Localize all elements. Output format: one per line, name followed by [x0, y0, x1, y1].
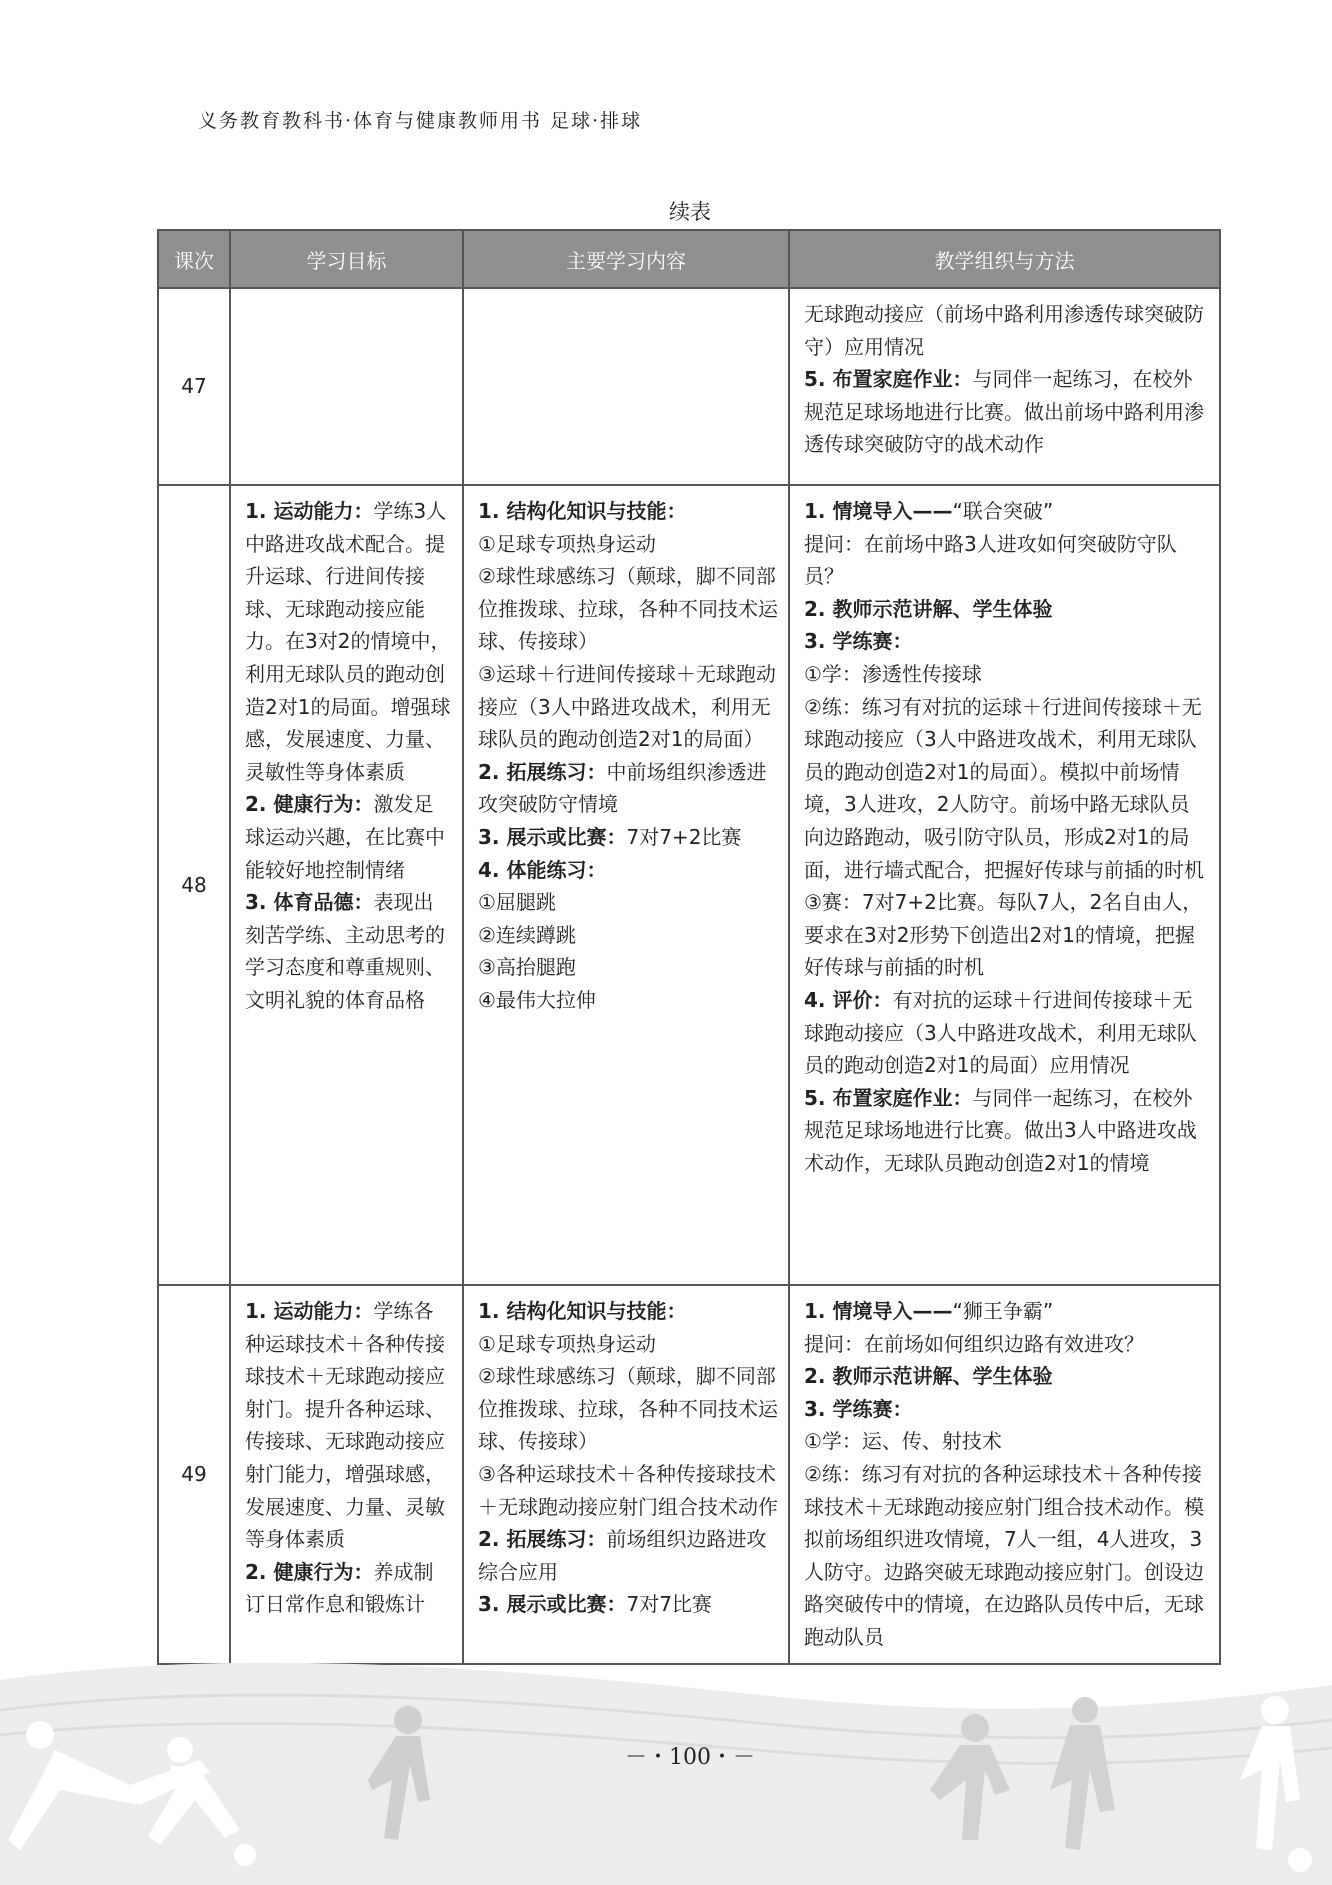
- lesson-number: 47: [158, 288, 230, 485]
- paragraph-heading: 2. 拓展练习：: [478, 1527, 607, 1552]
- paragraph-text: ③运球＋行进间传接球＋无球跑动接应（3人中路进攻战术，利用无球队员的跑动创造2对1的局面）: [478, 661, 776, 752]
- paragraph-heading: 3. 展示或比赛：: [478, 824, 627, 849]
- header-lesson: 课次: [158, 230, 230, 288]
- cell-paragraph: [245, 495, 452, 788]
- cell-paragraph: [478, 1328, 778, 1361]
- paragraph-text: ①足球专项热身运动: [478, 1331, 656, 1356]
- cell-paragraph: [245, 788, 452, 886]
- cell-paragraph: [804, 363, 1209, 461]
- paragraph-text: 学练各种运球技术＋各种传接球技术＋无球跑动接应射门。提升各种运球、传接球、无球跑动接应射门能力，增强球感，发展速度、力量、灵敏等身体素质: [245, 1299, 445, 1552]
- paragraph-text: ③高抬腿跑: [478, 955, 576, 980]
- paragraph-heading: 1. 运动能力：: [245, 499, 374, 523]
- paragraph-heading: 5. 布置家庭作业：: [804, 367, 973, 392]
- paragraph-text: 养成制订日常作息和锻炼计: [245, 1559, 434, 1617]
- paragraph-heading: 2. 教师示范讲解、学生体验: [804, 1364, 1053, 1389]
- lesson-number: 49: [158, 1285, 230, 1664]
- table-caption: 续表: [669, 200, 711, 224]
- cell-paragraph: [478, 1458, 778, 1523]
- content-cell: [463, 1285, 789, 1664]
- cell-paragraph: [804, 691, 1209, 887]
- paragraph-heading: 2. 教师示范讲解、学生体验: [804, 596, 1053, 621]
- goals-cell: [230, 288, 463, 485]
- paragraph-heading: 4. 评价：: [804, 987, 893, 1012]
- cell-paragraph: [804, 298, 1209, 363]
- table-row: [158, 1285, 1220, 1664]
- paragraph-text: ①足球专项热身运动: [478, 531, 656, 556]
- paragraph-text: “狮王争霸”: [952, 1299, 1054, 1323]
- cell-paragraph: [804, 1458, 1209, 1654]
- cell-paragraph: [804, 1295, 1209, 1328]
- cell-paragraph: [478, 1295, 778, 1328]
- cell-paragraph: [804, 1082, 1209, 1180]
- goals-cell: [230, 485, 463, 1285]
- cell-paragraph: [478, 528, 778, 561]
- paragraph-text: ④最伟大拉伸: [478, 987, 596, 1012]
- paragraph-heading: 1. 结构化知识与技能：: [478, 1299, 687, 1323]
- paragraph-heading: 5. 布置家庭作业：: [804, 1085, 973, 1110]
- cell-paragraph: [804, 528, 1209, 593]
- paragraph-text: “联合突破”: [952, 499, 1054, 523]
- paragraph-text: 学练3人中路进攻战术配合。提升运球、行进间传接球、无球跑动接应能力。在3对2的情境中，利用无球队员的跑动创造2对1的局面。增强球感，发展速度、力量、灵敏性等身体素质: [245, 499, 451, 784]
- cell-paragraph: [804, 495, 1209, 528]
- paragraph-heading: 3. 展示或比赛：: [478, 1592, 627, 1617]
- cell-paragraph: [478, 658, 778, 756]
- cell-paragraph: [804, 625, 1209, 658]
- goals-cell: [230, 1285, 463, 1664]
- paragraph-heading: 2. 健康行为：: [245, 1559, 374, 1584]
- table-header-row: [158, 230, 1220, 288]
- paragraph-text: 无球跑动接应（前场中路利用渗透传球突破防守）应用情况: [804, 302, 1204, 359]
- cell-paragraph: [804, 658, 1209, 691]
- paragraph-heading: 4. 体能练习：: [478, 857, 607, 882]
- paragraph-text: 7对7+2比赛: [626, 824, 742, 849]
- lesson-number: 48: [158, 485, 230, 1285]
- content-cell: [463, 288, 789, 485]
- cell-paragraph: [804, 1425, 1209, 1458]
- header-methods: 教学组织与方法: [789, 230, 1220, 288]
- cell-paragraph: [478, 1360, 778, 1458]
- cell-paragraph: [478, 886, 778, 919]
- header-content: 主要学习内容: [463, 230, 789, 288]
- paragraph-text: ②球性球感练习（颠球，脚不同部位推拨球、拉球，各种不同技术运球、传接球）: [478, 564, 778, 654]
- paragraph-text: 前场组织边路进攻综合应用: [478, 1527, 767, 1584]
- cell-paragraph: [478, 821, 778, 854]
- paragraph-heading: 1. 情境导入——: [804, 1299, 953, 1323]
- paragraph-text: ②连续蹲跳: [478, 922, 576, 947]
- methods-cell: [789, 1285, 1220, 1664]
- paragraph-text: 提问：在前场如何组织边路有效进攻？: [804, 1331, 1144, 1356]
- paragraph-heading: 1. 结构化知识与技能：: [478, 499, 687, 523]
- paragraph-text: 有对抗的运球＋行进间传接球＋无球跑动接应（3人中路进攻战术，利用无球队员的跑动创造2对1的局面）应用情况: [804, 987, 1197, 1078]
- paragraph-text: ③各种运球技术＋各种传接球技术＋无球跑动接应射门组合技术动作: [478, 1461, 778, 1519]
- cell-paragraph: [245, 1556, 452, 1621]
- paragraph-heading: 1. 运动能力：: [245, 1299, 374, 1323]
- paragraph-heading: 2. 健康行为：: [245, 792, 374, 817]
- lesson-table: [157, 229, 1221, 1665]
- table-row: [158, 288, 1220, 485]
- cell-paragraph: [478, 495, 778, 528]
- methods-cell: [789, 288, 1220, 485]
- cell-paragraph: [804, 1328, 1209, 1361]
- paragraph-heading: 1. 情境导入——: [804, 499, 953, 523]
- cell-paragraph: [478, 919, 778, 952]
- paragraph-heading: 3. 体育品德：: [245, 890, 374, 915]
- cell-paragraph: [245, 886, 452, 1016]
- cell-paragraph: [804, 886, 1209, 984]
- content-cell: [463, 485, 789, 1285]
- running-header: 义务教育教科书·体育与健康教师用书 足球·排球: [198, 110, 643, 132]
- methods-cell: [789, 485, 1220, 1285]
- paragraph-text: ③赛：7对7+2比赛。每队7人，2名自由人，要求在3对2形势下创造出2对1的情境，把握好传球与前插的时机: [804, 890, 1203, 980]
- header-goals: 学习目标: [230, 230, 463, 288]
- paragraph-text: 与同伴一起练习，在校外规范足球场地进行比赛。做出前场中路利用渗透传球突破防守的战术动作: [804, 367, 1204, 457]
- cell-paragraph: [804, 1360, 1209, 1393]
- cell-paragraph: [478, 1523, 778, 1588]
- paragraph-text: ①屈腿跳: [478, 890, 556, 915]
- table-row: [158, 485, 1220, 1285]
- cell-paragraph: [804, 1393, 1209, 1426]
- paragraph-text: 与同伴一起练习，在校外规范足球场地进行比赛。做出3人中路进攻战术动作，无球队员跑动创造2对1的情境: [804, 1085, 1197, 1175]
- paragraph-heading: 3. 学练赛：: [804, 1396, 913, 1421]
- paragraph-text: 激发足球运动兴趣，在比赛中能较好地控制情绪: [245, 792, 445, 882]
- paragraph-text: ②球性球感练习（颠球，脚不同部位推拨球、拉球，各种不同技术运球、传接球）: [478, 1364, 778, 1454]
- cell-paragraph: [478, 756, 778, 821]
- cell-paragraph: [478, 560, 778, 658]
- paragraph-text: ②练：练习有对抗的运球＋行进间传接球＋无球跑动接应（3人中路进攻战术，利用无球队员的跑动创造2对1的局面）。模拟中前场情境，3人进攻，2人防守。前场中路无球队员向边路跑动，吸引防守队员，形成2对1的局面，进行墙式配合，把握好传球与前插的时机: [804, 694, 1204, 882]
- paragraph-heading: 2. 拓展练习：: [478, 759, 607, 784]
- paragraph-text: 7对7比赛: [626, 1592, 712, 1617]
- cell-paragraph: [804, 984, 1209, 1082]
- paragraph-text: ①学：运、传、射技术: [804, 1429, 1002, 1454]
- paragraph-text: 提问：在前场中路3人进攻如何突破防守队员？: [804, 531, 1177, 589]
- cell-paragraph: [478, 984, 778, 1017]
- cell-paragraph: [478, 1588, 778, 1621]
- cell-paragraph: [478, 951, 778, 984]
- cell-paragraph: [804, 593, 1209, 626]
- page-number: －・100・－: [625, 1745, 755, 1770]
- paragraph-text: 表现出刻苦学练、主动思考的学习态度和尊重规则、文明礼貌的体育品格: [245, 890, 445, 1012]
- cell-paragraph: [478, 854, 778, 887]
- paragraph-heading: 3. 学练赛：: [804, 629, 913, 654]
- paragraph-text: 中前场组织渗透进攻突破防守情境: [478, 759, 767, 817]
- cell-paragraph: [245, 1295, 452, 1556]
- paragraph-text: ②练：练习有对抗的各种运球技术＋各种传接球技术＋无球跑动接应射门组合技术动作。模拟前场组织进攻情境，7人一组，4人进攻，3人防守。边路突破无球跑动接应射门。创设边路突破传中的情境，在边路队员传中后，无球跑动队员: [804, 1461, 1204, 1649]
- paragraph-text: ①学：渗透性传接球: [804, 661, 982, 686]
